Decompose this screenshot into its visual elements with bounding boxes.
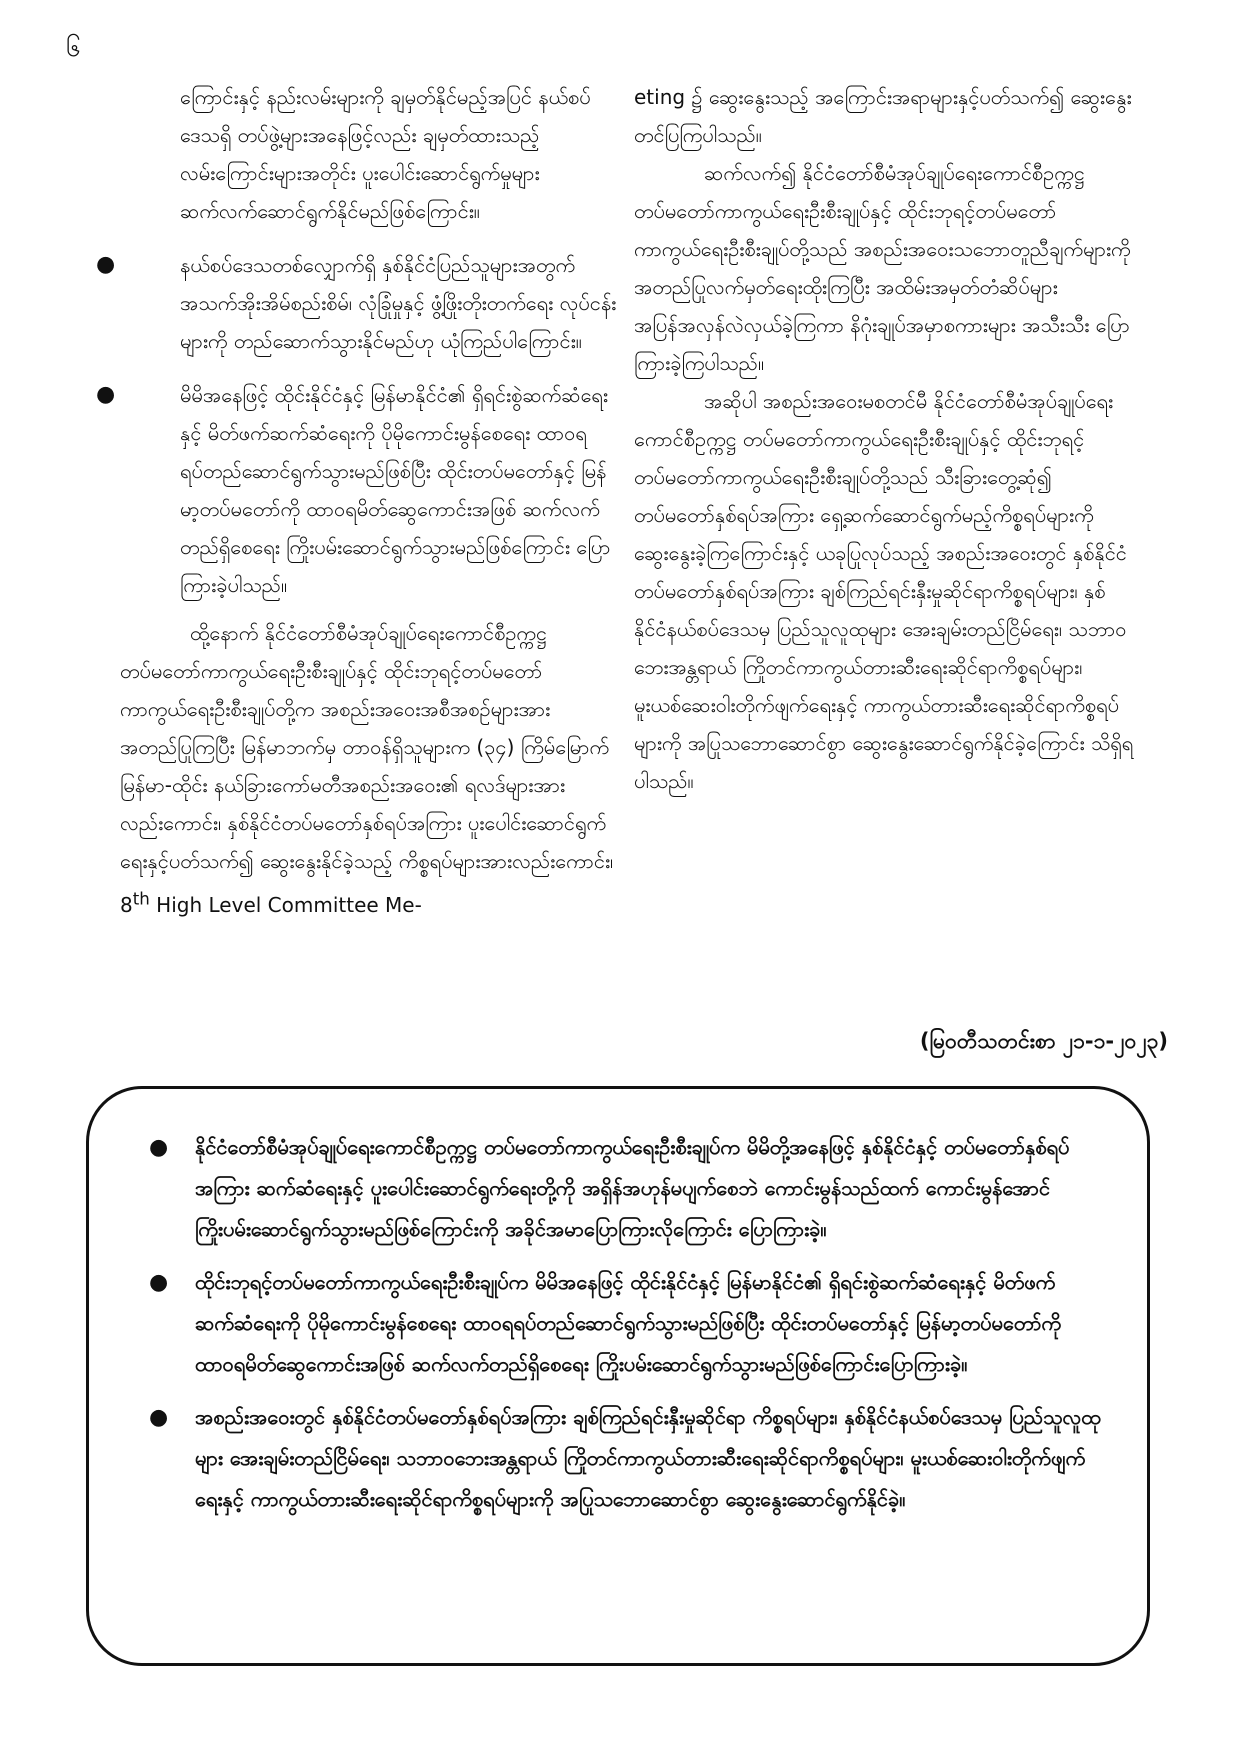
left-column — [96, 78, 622, 924]
paragraph-tail — [120, 889, 422, 917]
paragraph-text: ဆက်လက်၍ နိုင်ငံတော်စီမံအုပ်ချုပ်ရေးကောင်စီဥက္ကဋ္ဌ တပ်မတော်ကာကွယ်ရေးဦးစီးချုပ်နှင့် ထိုင်းဘုရင့်တပ်မတော်ကာကွယ်ရေးဦးစီးချုပ်တို့သည် အစည်းအဝေးသဘောတူညီချက်များကို အတည်ပြုလက်မှတ်ရေးထိုးကြပြီး အထိမ်းအမှတ်တံဆိပ်များ အပြန်အလှန်လဲလှယ်ခဲ့ကြကာ နိဂုံးချုပ်အမှာစကားများ အသီးသီး ပြောကြားခဲ့ကြပါသည်။ — [634, 161, 1131, 375]
bullet-icon: ● — [149, 1405, 169, 1430]
bullet-icon: ● — [96, 382, 116, 407]
page-number: ၆ — [66, 33, 81, 63]
summary-item — [149, 1262, 1109, 1385]
source-citation: (မြဝတီသတင်းစာ ၂၁-၁-၂၀၂၃) — [919, 1029, 1168, 1053]
bullet-item — [96, 376, 622, 604]
summary-list — [149, 1127, 1109, 1532]
tail-number: 8 — [120, 892, 133, 917]
summary-item — [149, 1127, 1109, 1250]
bullet-icon: ● — [149, 1270, 169, 1295]
summary-text: အစည်းအဝေးတွင် နှစ်နိုင်ငံတပ်မတော်နှစ်ရပ်အကြား ချစ်ကြည်ရင်းနှီးမှုဆိုင်ရာ ကိစ္စရပ်များ၊ နှစ်နိုင်ငံနယ်စပ်ဒေသမှ ပြည်သူလူထုများ အေးချမ်းတည်ငြိမ်ရေး၊ သဘာဝဘေးအန္တရာယ် ကြိုတင်ကာကွယ်တားဆီးရေးဆိုင်ရာကိစ္စရပ်များ၊ မူးယစ်ဆေးဝါးတိုက်ဖျက်ရေးနှင့် ကာကွယ်တားဆီးရေးဆိုင်ရာကိစ္စရပ်များကို အပြုသဘောဆောင်စွာ ဆွေးနွေးဆောင်ရွက်နိုင်ခဲ့။ — [195, 1405, 1101, 1511]
bullet-item — [96, 246, 622, 360]
body-paragraph: eting ၌ ဆွေးနွေးသည့် အကြောင်းအရာများနှင့်ပတ်သက်၍ ဆွေးနွေးတင်ပြကြပါသည်။ — [634, 85, 1132, 147]
paragraph-text: အဆိုပါ အစည်းအဝေးမစတင်မီ နိုင်ငံတော်စီမံအုပ်ချုပ်ရေးကောင်စီဥက္ကဋ္ဌ တပ်မတော်ကာကွယ်ရေးဦးစီးချုပ်နှင့် ထိုင်းဘုရင့်တပ်မတော်ကာကွယ်ရေးဦးစီးချုပ်တို့သည် သီးခြားတွေ့ဆုံ၍ တပ်မတော်နှစ်ရပ်အကြား ရှေ့ဆက်ဆောင်ရွက်မည့်ကိစ္စရပ်များကို ဆွေးနွေးခဲ့ကြကြောင်းနှင့် ယခုပြုလုပ်သည့် အစည်းအဝေးတွင် နှစ်နိုင်ငံတပ်မတော်နှစ်ရပ်အကြား ချစ်ကြည်ရင်းနှီးမှုဆိုင်ရာကိစ္စရပ်များ၊ နှစ်နိုင်ငံနယ်စပ်ဒေသမှ ပြည်သူလူထုများ အေးချမ်းတည်ငြိမ်ရေး၊ သဘာဝဘေးအန္တရာယ် ကြိုတင်ကာကွယ်တားဆီးရေးဆိုင်ရာကိစ္စရပ်များ၊ မူးယစ်ဆေးဝါးတိုက်ဖျက်ရေးနှင့် ကာကွယ်တားဆီးရေးဆိုင်ရာကိစ္စရပ်များကို အပြုသဘောဆောင်စွာ ဆွေးနွေးဆောင်ရွက်နိုင်ခဲ့ကြောင်း သိရှိရပါသည်။ — [634, 389, 1134, 793]
summary-text: ထိုင်းဘုရင့်တပ်မတော်ကာကွယ်ရေးဦးစီးချုပ်က မိမိအနေဖြင့် ထိုင်းနိုင်ငံနှင့် မြန်မာနိုင်ငံ၏ ရှိရင်းစွဲဆက်ဆံရေးနှင့် မိတ်ဖက်ဆက်ဆံရေးကို ပိုမိုကောင်းမွန်စေရေး ထာဝရရပ်တည်ဆောင်ရွက်သွားမည်ဖြစ်ပြီး ထိုင်းတပ်မတော်နှင့် မြန်မာ့တပ်မတော်ကို ထာဝရမိတ်ဆွေကောင်းအဖြစ် ဆက်လက်တည်ရှိစေရေး ကြိုးပမ်းဆောင်ရွက်သွားမည်ဖြစ်ကြောင်းပြောကြားခဲ့။ — [195, 1270, 1062, 1376]
bullet-text: နယ်စပ်ဒေသတစ်လျှောက်ရှိ နှစ်နိုင်ငံပြည်သူများအတွက် အသက်အိုးအိမ်စည်းစိမ်၊ လုံခြုံမှုနှင့် ဖွံ့ဖြိုးတိုးတက်ရေး လုပ်ငန်းများကို တည်ဆောက်သွားနိုင်မည်ဟု ယုံကြည်ပါကြောင်း။ — [180, 253, 617, 353]
tail-text: High Level Committee Me- — [149, 892, 422, 917]
paragraph-text: ထို့နောက် နိုင်ငံတော်စီမံအုပ်ချုပ်ရေးကောင်စီဥက္ကဋ္ဌ တပ်မတော်ကာကွယ်ရေးဦးစီးချုပ်နှင့် ထိုင်းဘုရင့်တပ်မတော် ကာကွယ်ရေးဦးစီးချုပ်တို့က အစည်းအဝေးအစီအစဉ်များအား အတည်ပြုကြပြီး မြန်မာဘက်မှ တာဝန်ရှိသူများက (၃၄) ကြိမ်မြောက် မြန်မာ-ထိုင်း နယ်ခြားကော်မတီအစည်းအဝေး၏ ရလဒ်များအားလည်းကောင်း၊ နှစ်နိုင်ငံတပ်မတော်နှစ်ရပ်အကြား ပူးပေါင်းဆောင်ရွက်ရေးနှင့်ပတ်သက်၍ ဆွေးနွေးနိုင်ခဲ့သည့် ကိစ္စရပ်များအားလည်းကောင်း၊ — [120, 621, 614, 873]
bullet-icon: ● — [96, 252, 116, 277]
body-paragraph — [120, 614, 622, 924]
bullet-text: မိမိအနေဖြင့် ထိုင်းနိုင်ငံနှင့် မြန်မာနိုင်ငံ၏ ရှိရင်းစွဲဆက်ဆံရေးနှင့် မိတ်ဖက်ဆက်ဆံရေးကို ပိုမိုကောင်းမွန်စေရေး ထာဝရရပ်တည်ဆောင်ရွက်သွားမည်ဖြစ်ပြီး ထိုင်းတပ်မတော်နှင့် မြန်မာ့တပ်မတော်ကို ထာဝရမိတ်ဆွေကောင်းအဖြစ် ဆက်လက်တည်ရှိစေရေး ကြိုးပမ်းဆောင်ရွက်သွားမည်ဖြစ်ကြောင်း ပြောကြားခဲ့ပါသည်။ — [180, 383, 611, 597]
bullet-icon: ● — [149, 1135, 169, 1160]
tail-superscript: th — [132, 889, 150, 908]
summary-text: နိုင်ငံတော်စီမံအုပ်ချုပ်ရေးကောင်စီဥက္ကဋ္ဌ တပ်မတော်ကာကွယ်ရေးဦးစီးချုပ်က မိမိတို့အနေဖြင့် နှစ်နိုင်ငံနှင့် တပ်မတော်နှစ်ရပ်အကြား ဆက်ဆံရေးနှင့် ပူးပေါင်းဆောင်ရွက်ရေးတို့ကို အရှိန်အဟုန်မပျက်စေဘဲ ကောင်းမွန်သည်ထက် ကောင်းမွန်အောင် ကြိုးပမ်းဆောင်ရွက်သွားမည်ဖြစ်ကြောင်းကို အခိုင်အမာပြောကြားလိုကြောင်း ပြောကြားခဲ့။ — [195, 1135, 1070, 1241]
body-paragraph — [634, 382, 1134, 800]
bullet-continuation: ကြောင်းနှင့် နည်းလမ်းများကို ချမှတ်နိုင်မည့်အပြင် နယ်စပ်ဒေသရှိ တပ်ဖွဲ့များအနေဖြင့်လည်း ချမှတ်ထားသည့် လမ်းကြောင်းများအတိုင်း ပူးပေါင်းဆောင်ရွက်မှုများ ဆက်လက်ဆောင်ရွက်နိုင်မည်ဖြစ်ကြောင်း။ — [180, 85, 591, 223]
summary-item — [149, 1397, 1109, 1520]
summary-box — [86, 1086, 1150, 1666]
body-paragraph — [634, 154, 1134, 382]
right-column — [634, 78, 1134, 800]
